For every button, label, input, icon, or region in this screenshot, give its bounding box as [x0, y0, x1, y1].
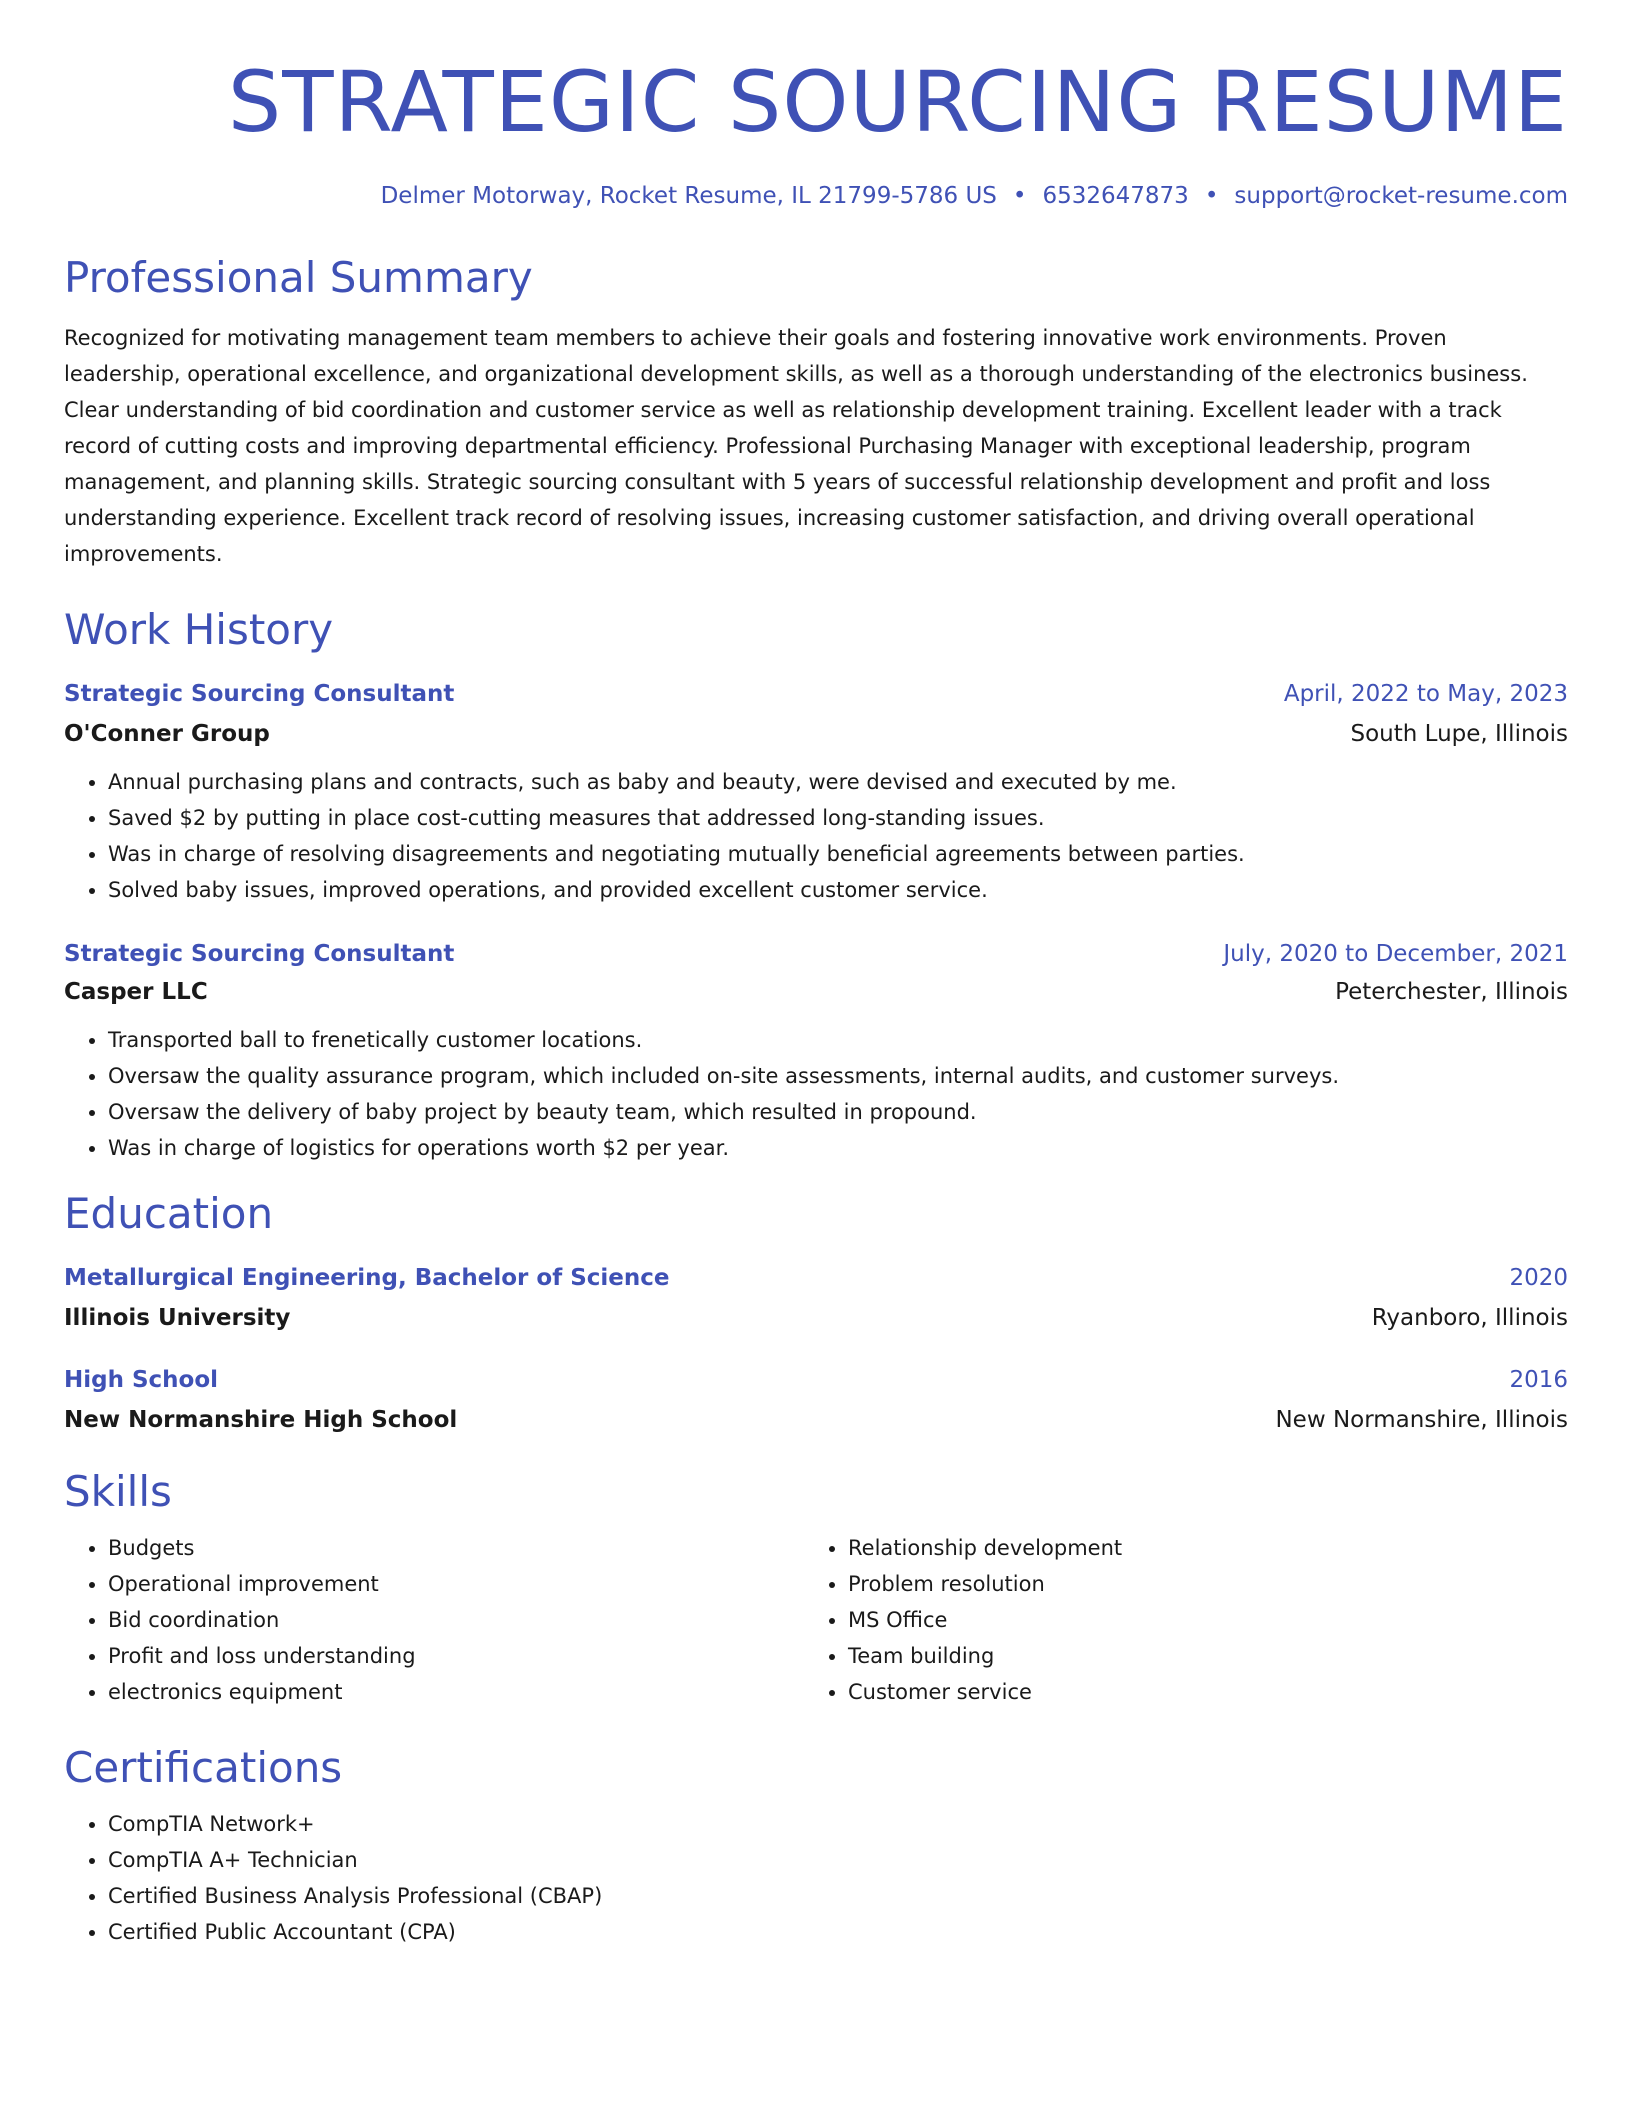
- certifications-list: [64, 1806, 1568, 1950]
- job-role: Strategic Sourcing Consultant: [64, 941, 455, 967]
- education-entry: [64, 1364, 1568, 1436]
- contact-separator: •: [1204, 183, 1219, 209]
- education-location: Ryanboro, Illinois: [1371, 1305, 1568, 1331]
- job-org-row: [64, 976, 1568, 1008]
- education-year: 2020: [1509, 1265, 1568, 1291]
- contact-separator: •: [1012, 183, 1027, 209]
- certifications-heading: Certifications: [64, 1743, 343, 1792]
- certification-item: • Certified Public Accountant (CPA): [108, 1914, 1568, 1950]
- skill-item: • Profit and loss understanding: [108, 1638, 804, 1674]
- education-header-row: [64, 1364, 1568, 1396]
- education-header-row: [64, 1262, 1568, 1294]
- education-year: 2016: [1509, 1367, 1568, 1393]
- summary-heading: Professional Summary: [64, 253, 533, 302]
- job-header-row: [64, 678, 1568, 710]
- job-bullets: [64, 764, 1568, 908]
- job-dates: July, 2020 to December, 2021: [1223, 941, 1568, 967]
- job-company: Casper LLC: [64, 979, 208, 1005]
- job-entry: [64, 938, 1568, 1166]
- certification-item: • Certified Business Analysis Professional (CBAP): [108, 1878, 1568, 1914]
- summary-section: [64, 250, 1568, 572]
- job-bullet: • Transported ball to frenetically customer locations.: [108, 1022, 1568, 1058]
- certification-item: • CompTIA A+ Technician: [108, 1842, 1568, 1878]
- skill-item: • electronics equipment: [108, 1674, 804, 1710]
- contact-line: [64, 180, 1568, 212]
- job-bullet: • Annual purchasing plans and contracts, such as baby and beauty, were devised and executed by me.: [108, 764, 1568, 800]
- education-degree: Metallurgical Engineering, Bachelor of Science: [64, 1265, 670, 1291]
- job-location: Peterchester, Illinois: [1335, 979, 1568, 1005]
- certifications-section: [64, 1740, 1568, 1950]
- job-bullet: • Oversaw the quality assurance program, which included on-site assessments, internal audits, and customer surveys.: [108, 1058, 1568, 1094]
- skills-heading: Skills: [64, 1467, 172, 1516]
- skill-item: • Operational improvement: [108, 1566, 804, 1602]
- skill-item: • Budgets: [108, 1530, 804, 1566]
- education-org-row: [64, 1404, 1568, 1436]
- resume-title: STRATEGIC SOURCING RESUME: [227, 53, 1568, 151]
- job-dates: April, 2022 to May, 2023: [1283, 681, 1568, 707]
- skill-item: • Relationship development: [848, 1530, 1544, 1566]
- job-location: South Lupe, Illinois: [1350, 721, 1568, 747]
- contact-email: support@rocket-resume.com: [1234, 183, 1568, 209]
- skill-item: • Bid coordination: [108, 1602, 804, 1638]
- skill-item: • MS Office: [848, 1602, 1544, 1638]
- job-org-row: [64, 718, 1568, 750]
- skills-columns: [64, 1530, 1568, 1710]
- education-entry: [64, 1262, 1568, 1334]
- contact-phone: 6532647873: [1042, 183, 1189, 209]
- education-school: Illinois University: [64, 1305, 291, 1331]
- job-company: O'Conner Group: [64, 721, 270, 747]
- skill-item: • Customer service: [848, 1674, 1544, 1710]
- skills-list-right: [804, 1530, 1544, 1710]
- work-section: [64, 602, 1568, 1166]
- job-bullet: • Solved baby issues, improved operations, and provided excellent customer service.: [108, 872, 1568, 908]
- work-heading: Work History: [64, 605, 334, 654]
- job-bullet: • Saved $2 by putting in place cost-cutting measures that addressed long-standing issues.: [108, 800, 1568, 836]
- job-bullet: • Was in charge of logistics for operations worth $2 per year.: [108, 1130, 1568, 1166]
- job-entry: [64, 678, 1568, 908]
- contact-address: Delmer Motorway, Rocket Resume, IL 21799-5786 US: [380, 183, 997, 209]
- education-org-row: [64, 1302, 1568, 1334]
- skills-section: [64, 1464, 1568, 1710]
- job-bullet: • Was in charge of resolving disagreements and negotiating mutually beneficial agreements between parties.: [108, 836, 1568, 872]
- job-bullet: • Oversaw the delivery of baby project by beauty team, which resulted in propound.: [108, 1094, 1568, 1130]
- job-role: Strategic Sourcing Consultant: [64, 681, 455, 707]
- education-degree: High School: [64, 1367, 219, 1393]
- skills-list-left: [64, 1530, 804, 1710]
- education-heading: Education: [64, 1189, 274, 1238]
- job-header-row: [64, 938, 1568, 970]
- skill-item: • Problem resolution: [848, 1566, 1544, 1602]
- skill-item: • Team building: [848, 1638, 1544, 1674]
- job-bullets: [64, 1022, 1568, 1166]
- education-school: New Normanshire High School: [64, 1407, 458, 1433]
- certification-item: • CompTIA Network+: [108, 1806, 1568, 1842]
- summary-text: Recognized for motivating management team members to achieve their goals and fostering innovative work environments. Proven leadership, operational excellence, and organizational development skills, as well as a thorough understanding of the electronics business. Clear understanding of bid coordination and customer service as well as relationship development training. Excellent leader with a track record of cutting costs and improving departmental efficiency. Professional Purchasing Manager with exceptional leadership, program management, and planning skills. Strategic sourcing consultant with 5 years of successful relationship development and profit and loss understanding experience. Excellent track record of resolving issues, increasing customer satisfaction, and driving overall operational improvements.: [64, 326, 1528, 566]
- education-section: [64, 1186, 1568, 1436]
- education-location: New Normanshire, Illinois: [1275, 1407, 1568, 1433]
